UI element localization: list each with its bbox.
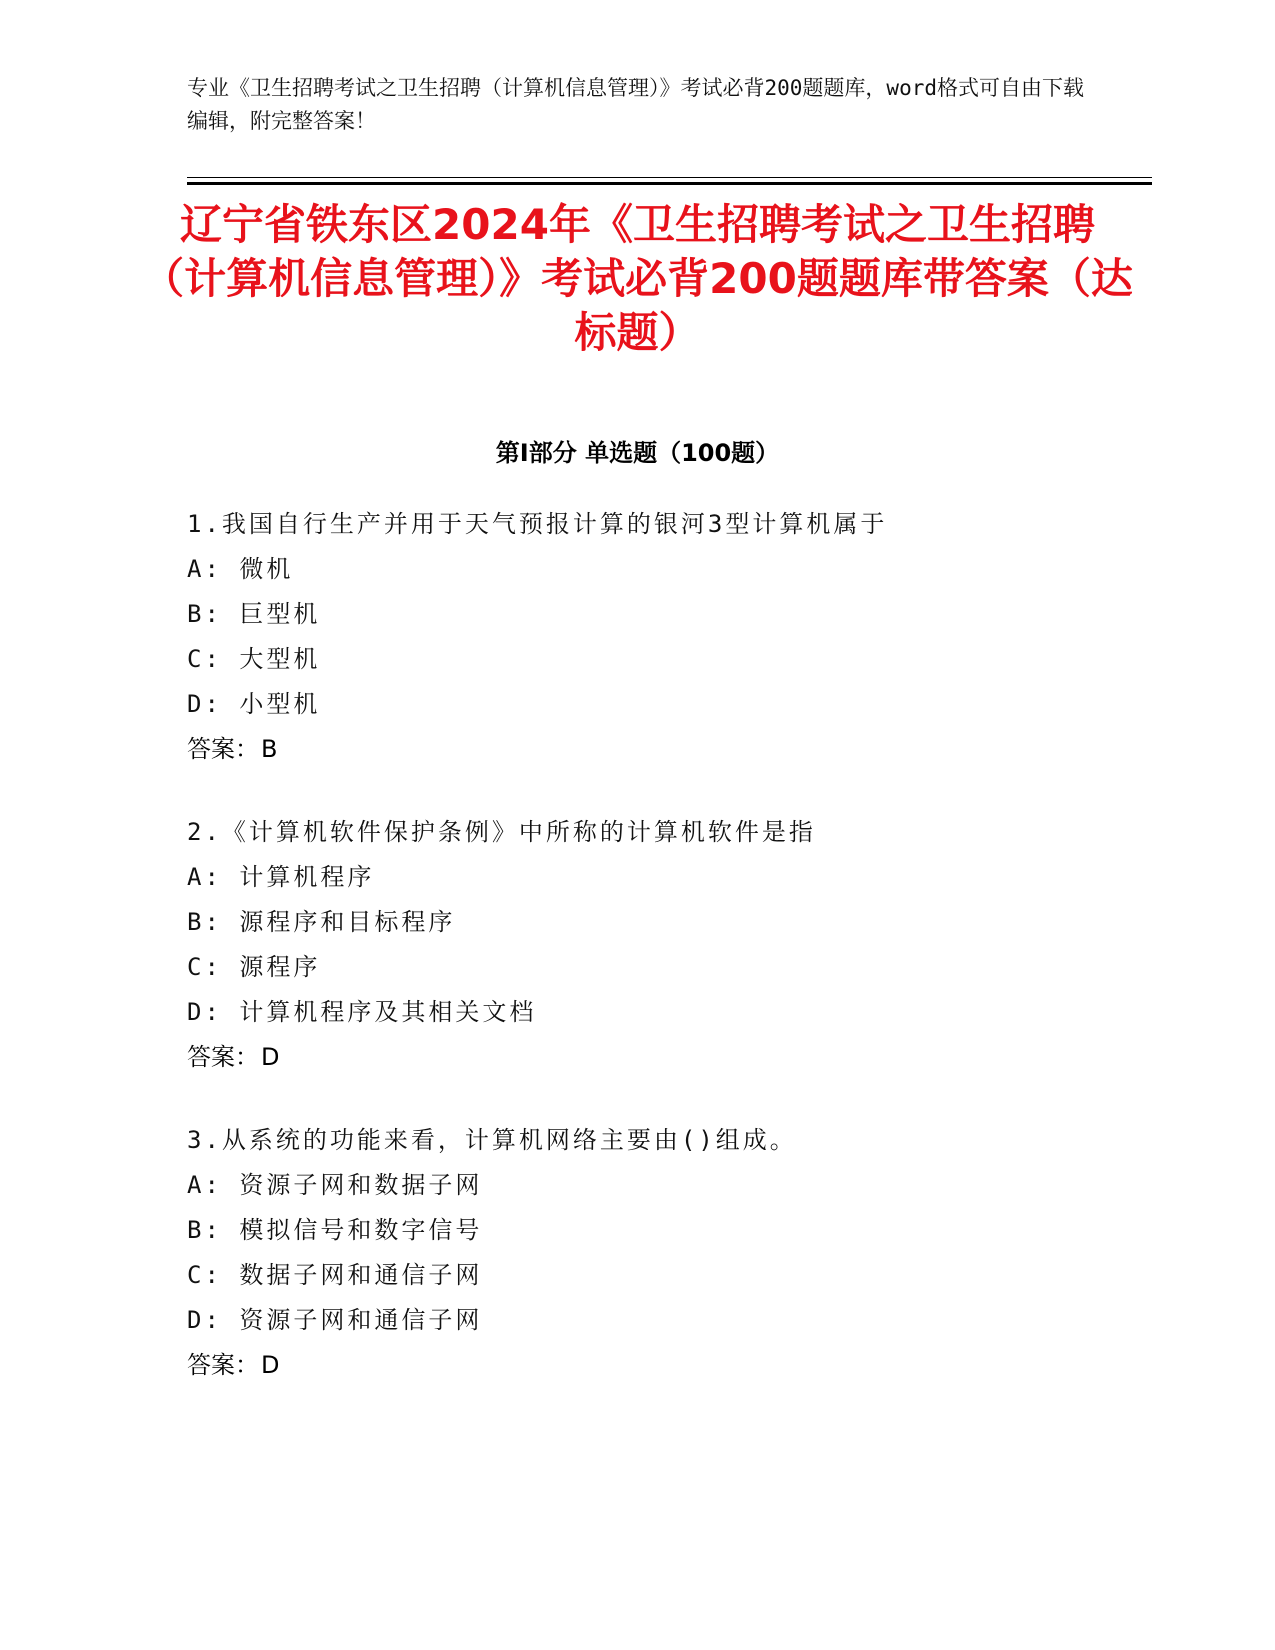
answer-value: B (261, 735, 278, 763)
option-label: B: (187, 600, 222, 628)
option-a (187, 1163, 1147, 1208)
option-c (187, 1253, 1147, 1298)
section-heading: 第Ⅰ部分 单选题（100题） (495, 439, 780, 467)
header-note: 专业《卫生招聘考试之卫生招聘（计算机信息管理）》考试必背200题题库，word格式可自由下载编辑，附完整答案！ (187, 76, 1084, 133)
option-text: 资源子网和通信子网 (239, 1306, 483, 1334)
answer-label: 答案： (187, 735, 259, 763)
option-text: 数据子网和通信子网 (239, 1261, 483, 1289)
option-d (187, 1298, 1147, 1343)
option-b (187, 1208, 1147, 1253)
question-3 (187, 1118, 1147, 1388)
option-label: C: (187, 645, 222, 673)
option-text: 计算机程序及其相关文档 (239, 998, 537, 1026)
option-label: B: (187, 908, 222, 936)
option-text: 源程序和目标程序 (239, 908, 456, 936)
question-stem: 2.《计算机软件保护条例》中所称的计算机软件是指 (187, 818, 816, 846)
option-label: D: (187, 690, 222, 718)
option-text: 微机 (239, 555, 294, 583)
document-title: 辽宁省铁东区2024年《卫生招聘考试之卫生招聘（计算机信息管理）》考试必背200题题库带答案（达标题） (142, 200, 1133, 357)
option-d (187, 990, 1147, 1035)
option-b (187, 592, 1147, 637)
option-d (187, 682, 1147, 727)
question-2 (187, 810, 1147, 1080)
option-label: A: (187, 555, 222, 583)
option-label: C: (187, 1261, 222, 1289)
option-c (187, 945, 1147, 990)
question-stem: 3.从系统的功能来看，计算机网络主要由()组成。 (187, 1126, 797, 1154)
option-text: 模拟信号和数字信号 (239, 1216, 483, 1244)
answer-label: 答案： (187, 1351, 259, 1379)
option-a (187, 547, 1147, 592)
option-label: A: (187, 1171, 222, 1199)
option-a (187, 855, 1147, 900)
answer-label: 答案： (187, 1043, 259, 1071)
option-text: 小型机 (239, 690, 321, 718)
option-b (187, 900, 1147, 945)
option-label: A: (187, 863, 222, 891)
answer-line (187, 727, 1147, 772)
option-text: 巨型机 (239, 600, 321, 628)
option-c (187, 637, 1147, 682)
option-text: 大型机 (239, 645, 321, 673)
option-label: B: (187, 1216, 222, 1244)
answer-value: D (261, 1351, 280, 1379)
header-divider-thick (187, 182, 1152, 185)
header-divider-thin (187, 177, 1152, 178)
question-stem: 1.我国自行生产并用于天气预报计算的银河3型计算机属于 (187, 510, 888, 538)
option-label: D: (187, 998, 222, 1026)
answer-line (187, 1343, 1147, 1388)
option-text: 计算机程序 (239, 863, 375, 891)
answer-value: D (261, 1043, 280, 1071)
option-text: 源程序 (239, 953, 321, 981)
answer-line (187, 1035, 1147, 1080)
option-label: C: (187, 953, 222, 981)
option-text: 资源子网和数据子网 (239, 1171, 483, 1199)
option-label: D: (187, 1306, 222, 1334)
question-1 (187, 502, 1147, 772)
